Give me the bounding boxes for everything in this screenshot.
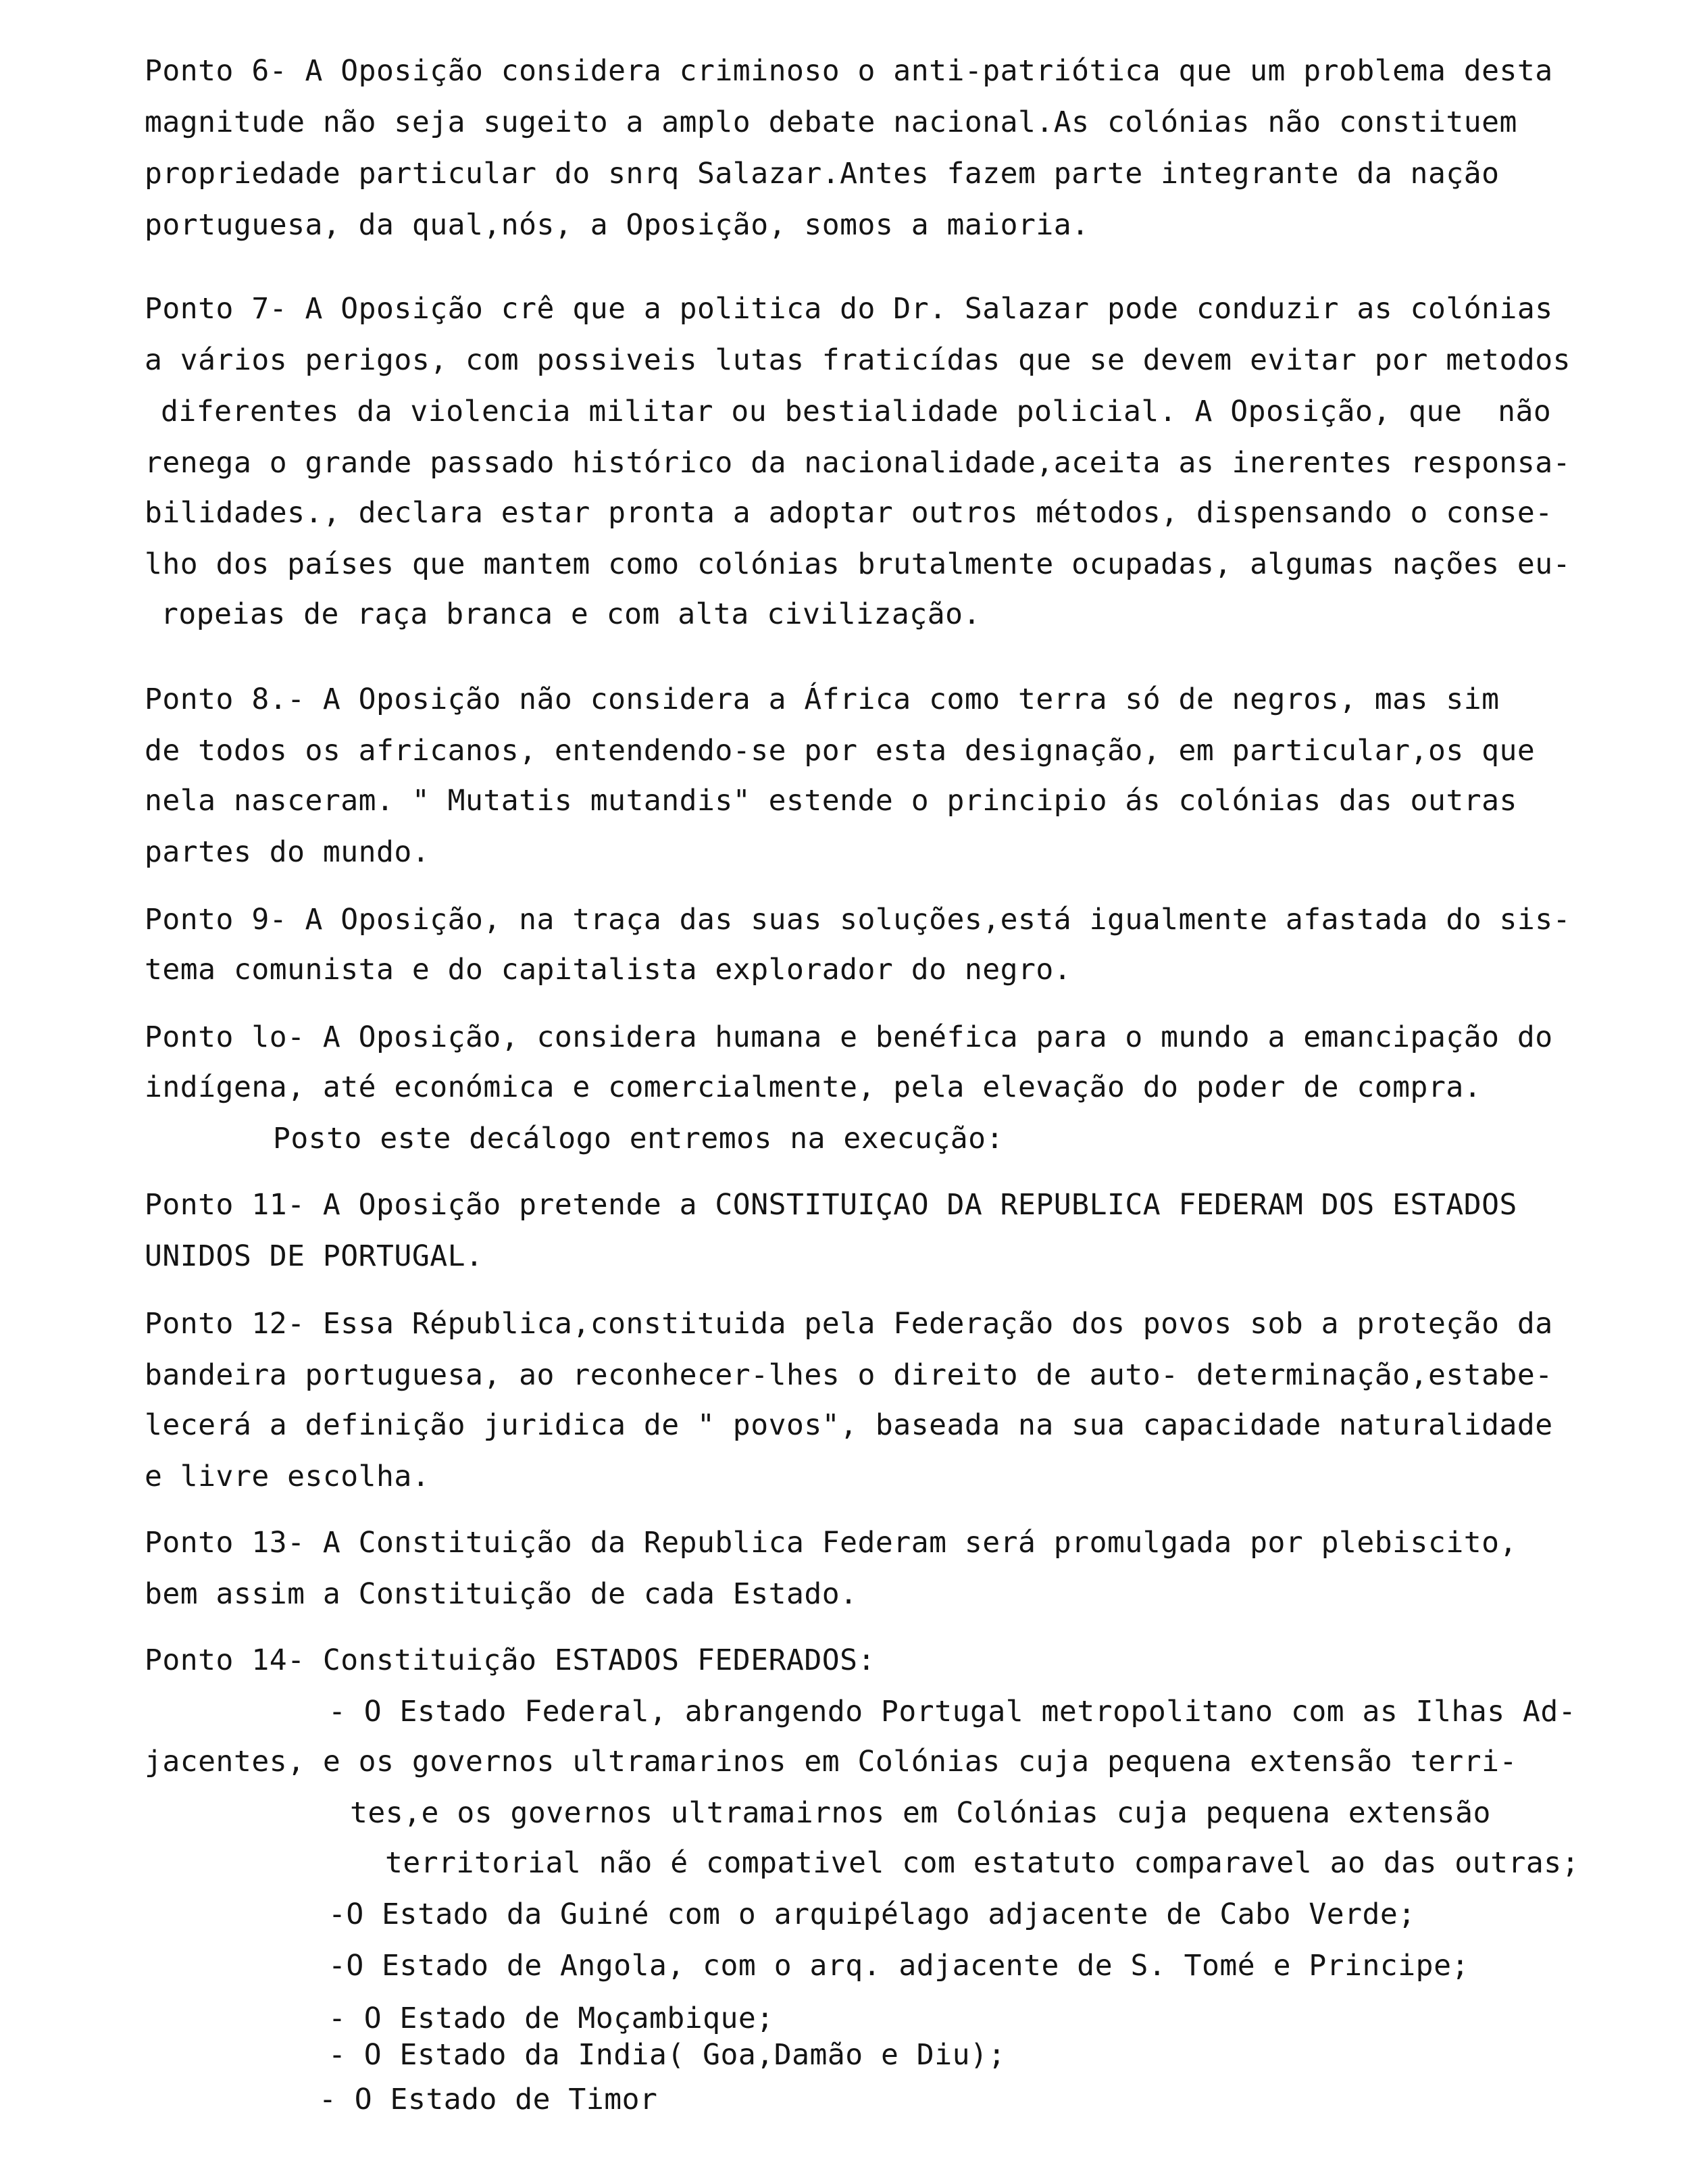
text-line: jacentes, e os governos ultramarinos em Colónias cuja pequena extensão terri-: [145, 1745, 1517, 1779]
text-line: tema comunista e do capitalista explorador do negro.: [145, 953, 1072, 987]
text-line: Ponto 14- Constituição ESTADOS FEDERADOS:: [145, 1643, 876, 1677]
text-line: lho dos países que mantem como colónias brutalmente ocupadas, algumas nações eu-: [145, 547, 1571, 581]
text-line: Ponto 8.- A Oposição não considera a África como terra só de negros, mas sim: [145, 682, 1500, 716]
text-line: portuguesa, da qual,nós, a Oposição, somos a maioria.: [145, 208, 1090, 242]
text-line: UNIDOS DE PORTUGAL.: [145, 1239, 484, 1273]
text-line: Ponto 9- A Oposição, na traça das suas soluções,está igualmente afastada do sis-: [145, 903, 1571, 937]
text-line: bem assim a Constituição de cada Estado.: [145, 1577, 858, 1611]
text-line: magnitude não seja sugeito a amplo debate nacional.As colónias não constituem: [145, 105, 1517, 139]
text-line: bandeira portuguesa, ao reconhecer-lhes o direito de auto- determinação,estabe-: [145, 1358, 1553, 1392]
list-item: - O Estado Federal, abrangendo Portugal metropolitano com as Ilhas Ad-: [328, 1695, 1577, 1729]
text-line: nela nasceram. " Mutatis mutandis" estende o principio ás colónias das outras: [145, 784, 1517, 818]
text-line: de todos os africanos, entendendo-se por esta designação, em particular,os que: [145, 734, 1536, 768]
text-line: tes,e os governos ultramairnos em Colónias cuja pequena extensão: [350, 1796, 1491, 1830]
list-item: - O Estado de Timor: [319, 2083, 658, 2116]
text-line: renega o grande passado histórico da nacionalidade,aceita as inerentes responsa-: [145, 446, 1571, 480]
text-line: Ponto 7- A Oposição crê que a politica do Dr. Salazar pode conduzir as colónias: [145, 292, 1553, 326]
text-line: territorial não é compativel com estatuto comparavel ao das outras;: [385, 1846, 1580, 1880]
text-line: Ponto lo- A Oposição, considera humana e benéfica para o mundo a emancipação do: [145, 1020, 1553, 1054]
text-line: bilidades., declara estar pronta a adoptar outros métodos, dispensando o conse-: [145, 496, 1553, 530]
text-line: Ponto 12- Essa Républica,constituida pela Federação dos povos sob a proteção da: [145, 1307, 1553, 1341]
text-line: partes do mundo.: [145, 835, 430, 869]
text-line: lecerá a definição juridica de " povos", baseada na sua capacidade naturalidade: [145, 1408, 1553, 1442]
text-line: indígena, até económica e comercialmente, pela elevação do poder de compra.: [145, 1070, 1482, 1104]
text-line: e livre escolha.: [145, 1460, 430, 1493]
text-line: propriedade particular do snrq Salazar.Antes fazem parte integrante da nação: [145, 157, 1500, 191]
text-line: Ponto 6- A Oposição considera criminoso o anti-patriótica que um problema desta: [145, 54, 1553, 88]
list-item: -O Estado da Guiné com o arquipélago adjacente de Cabo Verde;: [328, 1897, 1416, 1931]
list-item: -O Estado de Angola, com o arq. adjacente de S. Tomé e Principe;: [328, 1949, 1469, 1983]
text-line: ropeias de raça branca e com alta civilização.: [161, 597, 981, 631]
text-line: Ponto 13- A Constituição da Republica Federam será promulgada por plebiscito,: [145, 1526, 1517, 1560]
text-line: Ponto 11- A Oposição pretende a CONSTITUIÇAO DA REPUBLICA FEDERAM DOS ESTADOS: [145, 1188, 1517, 1222]
list-item: - O Estado da India( Goa,Damão e Diu);: [328, 2038, 1006, 2072]
text-line: diferentes da violencia militar ou bestialidade policial. A Oposição, que não: [161, 395, 1552, 428]
text-line: a vários perigos, com possiveis lutas fraticídas que se devem evitar por metodos: [145, 343, 1571, 377]
text-line: Posto este decálogo entremos na execução:: [273, 1122, 1004, 1156]
list-item: - O Estado de Moçambique;: [328, 2002, 774, 2035]
